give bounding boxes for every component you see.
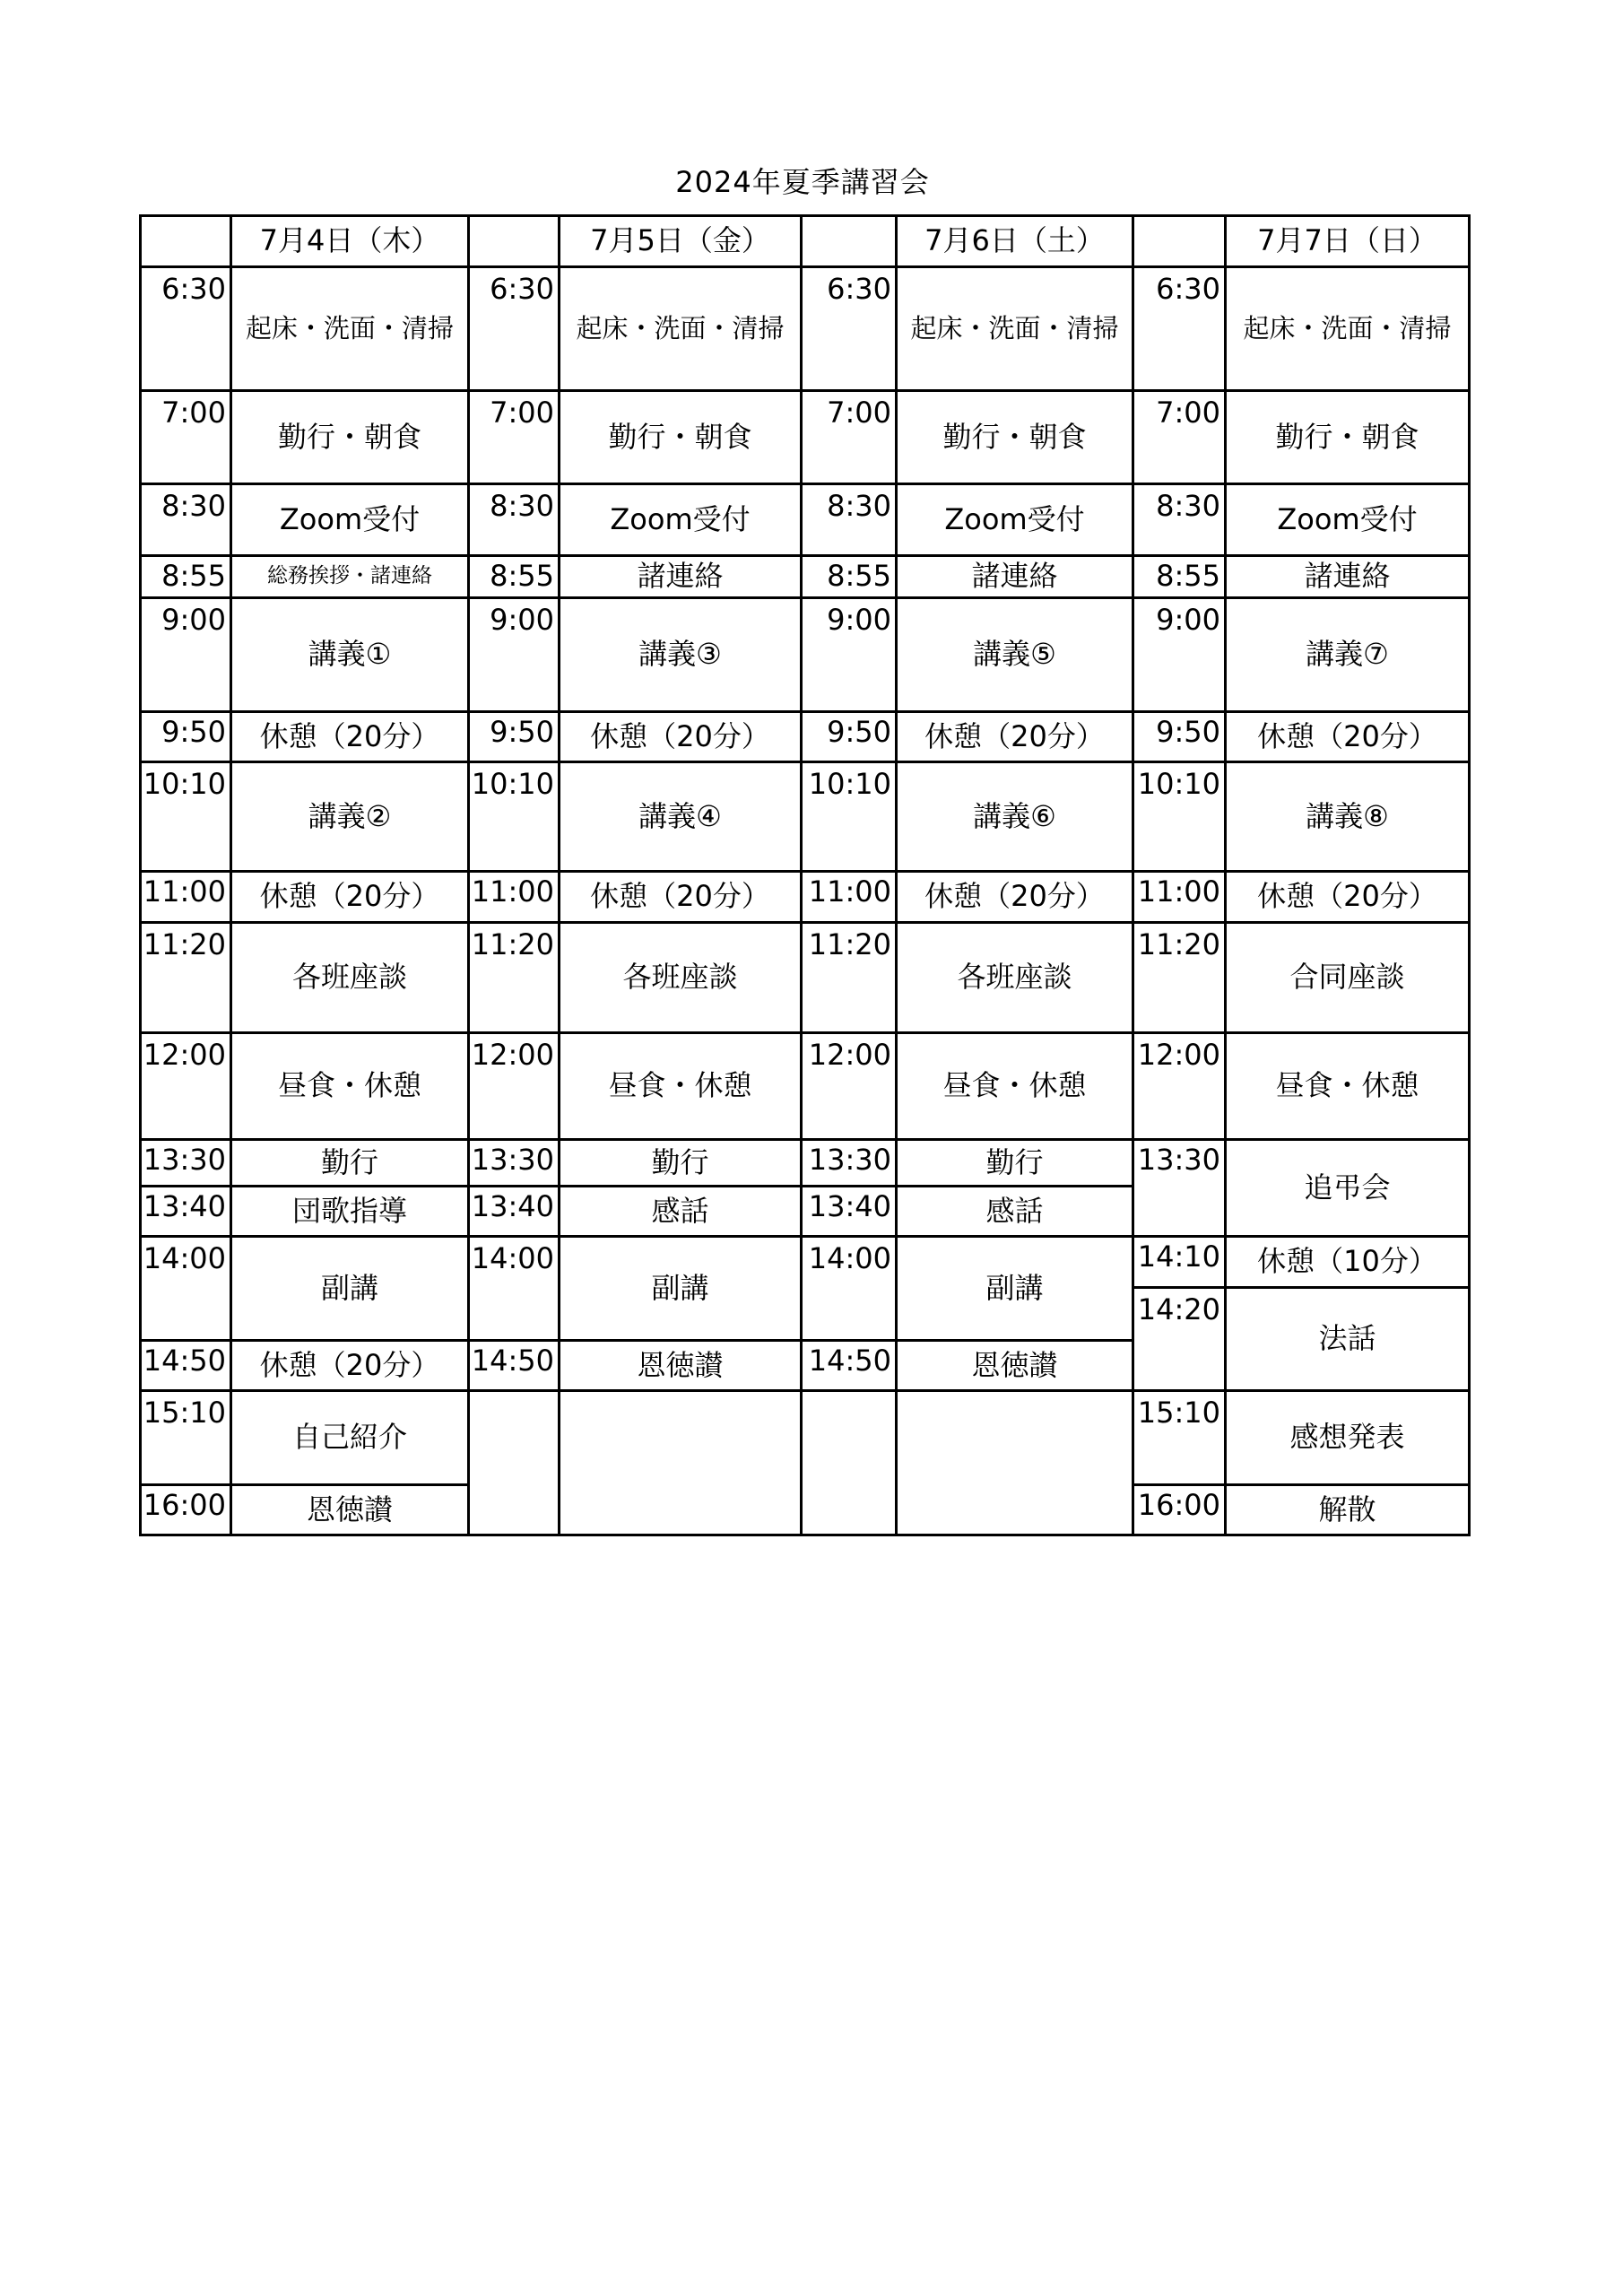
page-title: 2024年夏季講習会 [675, 165, 930, 199]
activity-cell: 昼食・休憩 [231, 1033, 469, 1140]
time-cell: 6:30 [802, 267, 897, 391]
time-cell: 11:00 [802, 872, 897, 923]
activity-cell: 勤行・朝食 [560, 391, 802, 484]
time-cell: 12:00 [802, 1033, 897, 1140]
time-cell: 16:00 [141, 1485, 231, 1535]
day-header: 7月5日（金） [560, 216, 802, 267]
empty-cell [802, 1391, 897, 1535]
table-row [141, 923, 1470, 1033]
table-row [141, 762, 1470, 872]
schedule-table [139, 214, 1471, 1536]
time-cell: 7:00 [802, 391, 897, 484]
activity-cell: 休憩（20分） [231, 1341, 469, 1391]
time-cell: 8:30 [141, 484, 231, 556]
activity-cell: 休憩（20分） [897, 712, 1133, 762]
day-header: 7月7日（日） [1226, 216, 1470, 267]
time-cell: 14:50 [469, 1341, 560, 1391]
time-cell: 8:30 [1133, 484, 1226, 556]
activity-cell: 勤行・朝食 [897, 391, 1133, 484]
time-cell: 13:40 [469, 1187, 560, 1237]
activity-cell: 勤行・朝食 [231, 391, 469, 484]
activity-cell: 感想発表 [1226, 1391, 1470, 1485]
time-cell: 7:00 [141, 391, 231, 484]
activity-cell: 解散 [1226, 1485, 1470, 1535]
activity-cell: 諸連絡 [897, 556, 1133, 598]
activity-cell: 各班座談 [897, 923, 1133, 1033]
activity-cell: 勤行 [897, 1140, 1133, 1187]
activity-cell: 法話 [1226, 1288, 1470, 1391]
table-row [141, 872, 1470, 923]
time-cell: 14:10 [1133, 1237, 1226, 1288]
empty-cell [469, 1391, 560, 1535]
time-cell: 13:30 [1133, 1140, 1226, 1237]
time-cell: 9:00 [1133, 598, 1226, 712]
activity-cell: 副講 [897, 1237, 1133, 1341]
time-cell: 8:55 [469, 556, 560, 598]
table-row [141, 556, 1470, 598]
day-header: 7月4日（木） [231, 216, 469, 267]
activity-cell: 講義① [231, 598, 469, 712]
activity-cell: 昼食・休憩 [897, 1033, 1133, 1140]
header-time-cell [802, 216, 897, 267]
time-cell: 12:00 [1133, 1033, 1226, 1140]
time-cell: 6:30 [141, 267, 231, 391]
time-cell: 8:30 [469, 484, 560, 556]
empty-cell [897, 1391, 1133, 1535]
time-cell: 10:10 [469, 762, 560, 872]
activity-cell: 起床・洗面・清掃 [1226, 267, 1470, 391]
activity-cell: 勤行 [560, 1140, 802, 1187]
activity-cell: 恩徳讃 [560, 1341, 802, 1391]
time-cell: 8:55 [1133, 556, 1226, 598]
activity-cell: 起床・洗面・清掃 [897, 267, 1133, 391]
activity-cell: 講義④ [560, 762, 802, 872]
time-cell: 11:00 [141, 872, 231, 923]
activity-cell: 副講 [231, 1237, 469, 1341]
time-cell: 10:10 [141, 762, 231, 872]
table-row [141, 484, 1470, 556]
activity-cell: 休憩（20分） [231, 712, 469, 762]
activity-cell: 恩徳讃 [231, 1485, 469, 1535]
activity-cell: 昼食・休憩 [1226, 1033, 1470, 1140]
activity-cell: 休憩（10分） [1226, 1237, 1470, 1288]
activity-cell: Zoom受付 [560, 484, 802, 556]
table-row [141, 1140, 1470, 1187]
activity-cell: 諸連絡 [560, 556, 802, 598]
time-cell: 11:20 [141, 923, 231, 1033]
time-cell: 9:50 [141, 712, 231, 762]
activity-cell: 昼食・休憩 [560, 1033, 802, 1140]
activity-cell: 副講 [560, 1237, 802, 1341]
activity-cell: 恩徳讃 [897, 1341, 1133, 1391]
activity-cell: 休憩（20分） [560, 712, 802, 762]
activity-cell: 各班座談 [231, 923, 469, 1033]
time-cell: 11:20 [802, 923, 897, 1033]
activity-cell: 休憩（20分） [897, 872, 1133, 923]
table-row [141, 1033, 1470, 1140]
time-cell: 9:50 [469, 712, 560, 762]
activity-cell: 追弔会 [1226, 1140, 1470, 1237]
header-time-cell [141, 216, 231, 267]
activity-cell: 起床・洗面・清掃 [231, 267, 469, 391]
activity-cell: 自己紹介 [231, 1391, 469, 1485]
activity-cell: 休憩（20分） [1226, 872, 1470, 923]
activity-cell: 総務挨拶・諸連絡 [231, 556, 469, 598]
time-cell: 9:50 [1133, 712, 1226, 762]
table-row [141, 1237, 1470, 1288]
table-row [141, 712, 1470, 762]
activity-cell: 休憩（20分） [560, 872, 802, 923]
day-header: 7月6日（土） [897, 216, 1133, 267]
activity-cell: 感話 [897, 1187, 1133, 1237]
time-cell: 9:50 [802, 712, 897, 762]
time-cell: 11:20 [1133, 923, 1226, 1033]
time-cell: 11:20 [469, 923, 560, 1033]
activity-cell: 勤行・朝食 [1226, 391, 1470, 484]
header-time-cell [1133, 216, 1226, 267]
activity-cell: 各班座談 [560, 923, 802, 1033]
header-row [141, 216, 1470, 267]
time-cell: 16:00 [1133, 1485, 1226, 1535]
time-cell: 13:30 [141, 1140, 231, 1187]
table-row [141, 598, 1470, 712]
table-row [141, 1391, 1470, 1485]
activity-cell: Zoom受付 [231, 484, 469, 556]
activity-cell: Zoom受付 [1226, 484, 1470, 556]
activity-cell: 講義② [231, 762, 469, 872]
activity-cell: 合同座談 [1226, 923, 1470, 1033]
activity-cell: Zoom受付 [897, 484, 1133, 556]
time-cell: 14:50 [802, 1341, 897, 1391]
activity-cell: 講義⑦ [1226, 598, 1470, 712]
time-cell: 12:00 [469, 1033, 560, 1140]
table-row [141, 267, 1470, 391]
time-cell: 14:00 [802, 1237, 897, 1341]
time-cell: 13:30 [802, 1140, 897, 1187]
time-cell: 7:00 [469, 391, 560, 484]
time-cell: 13:40 [141, 1187, 231, 1237]
empty-cell [560, 1391, 802, 1535]
time-cell: 15:10 [141, 1391, 231, 1485]
time-cell: 14:00 [469, 1237, 560, 1341]
time-cell: 10:10 [802, 762, 897, 872]
time-cell: 14:00 [141, 1237, 231, 1341]
time-cell: 6:30 [1133, 267, 1226, 391]
time-cell: 11:00 [469, 872, 560, 923]
activity-cell: 感話 [560, 1187, 802, 1237]
time-cell: 14:20 [1133, 1288, 1226, 1391]
header-time-cell [469, 216, 560, 267]
time-cell: 9:00 [141, 598, 231, 712]
time-cell: 6:30 [469, 267, 560, 391]
table-row [141, 391, 1470, 484]
activity-cell: 休憩（20分） [231, 872, 469, 923]
activity-cell: 団歌指導 [231, 1187, 469, 1237]
time-cell: 13:30 [469, 1140, 560, 1187]
activity-cell: 講義⑤ [897, 598, 1133, 712]
activity-cell: 講義⑧ [1226, 762, 1470, 872]
time-cell: 15:10 [1133, 1391, 1226, 1485]
activity-cell: 諸連絡 [1226, 556, 1470, 598]
time-cell: 14:50 [141, 1341, 231, 1391]
activity-cell: 講義③ [560, 598, 802, 712]
time-cell: 11:00 [1133, 872, 1226, 923]
time-cell: 8:55 [141, 556, 231, 598]
time-cell: 9:00 [802, 598, 897, 712]
time-cell: 10:10 [1133, 762, 1226, 872]
time-cell: 8:55 [802, 556, 897, 598]
activity-cell: 休憩（20分） [1226, 712, 1470, 762]
activity-cell: 講義⑥ [897, 762, 1133, 872]
time-cell: 7:00 [1133, 391, 1226, 484]
time-cell: 13:40 [802, 1187, 897, 1237]
activity-cell: 起床・洗面・清掃 [560, 267, 802, 391]
time-cell: 8:30 [802, 484, 897, 556]
time-cell: 12:00 [141, 1033, 231, 1140]
activity-cell: 勤行 [231, 1140, 469, 1187]
time-cell: 9:00 [469, 598, 560, 712]
